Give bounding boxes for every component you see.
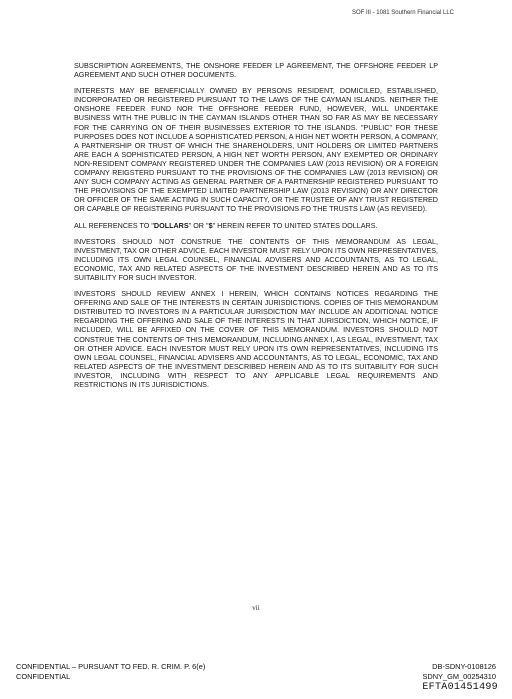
document-header: SOF III - 1081 Southern Financial LLC <box>351 10 454 16</box>
paragraph-annex-notices: INVESTORS SHOULD REVIEW ANNEX I HEREIN, WHICH CONTAINS NOTICES REGARDING THE OFFERING AND SALE OF THE INTERESTS IN CERTAIN JURISDICTIONS. COPIES OF THIS MEMORANDUM DISTRIBUTED TO INVESTORS IN A PARTICULAR JURISDICTION MAY INCLUDE AN ADDITIONAL NOTICE REGARDING THE OFFERING AND SALE OF THE INTERESTS IN THAT JURISDICTION, WHICH NOTICE, IF INCLUDED, WILL BE AFFIXED ON THE COVER OF THIS MEMORANDUM. INVESTORS SHOULD NOT CONSTRUE THE CONTENTS OF THIS MEMORANDUM, INCLUDING ANNEX I, AS LEGAL, INVESTMENT, TAX OR OTHER ADVICE. EACH INVESTOR MUST RELY UPON ITS OWN REPRESENTATIVES, INCLUDING ITS OWN LEGAL COUNSEL, FINANCIAL ADVISERS AND ACCOUNTANTS, AS TO LEGAL, ECONOMIC, TAX AND RELATED ASPECTS OF THE INVESTMENT DESCRIBED HEREIN AND AS TO ITS SUITABILITY FOR SUCH INVESTOR, INCLUDING WITH RESPECT TO ANY APPLICABLE LEGAL REQUIREMENTS AND RESTRICTIONS IN ITS JURISDICTIONS. <box>74 289 438 389</box>
efta-stamp: EFTA01451499 <box>422 682 498 693</box>
paragraph-dollars-reference <box>74 221 438 230</box>
dollars-text-after: " HEREIN REFER TO UNITED STATES DOLLARS. <box>212 220 378 230</box>
footer-confidential <box>16 662 205 682</box>
bates-number-sdny: SDNY_GM_00254310 <box>422 672 496 681</box>
dollar-symbol: $ <box>208 220 213 230</box>
paragraph-cayman-interests: INTERESTS MAY BE BENEFICIALLY OWNED BY PERSONS RESIDENT, DOMICILED, ESTABLISHED, INCORPORATED OR REGISTERED PURSUANT TO THE LAWS OF THE CAYMAN ISLANDS. NEITHER THE ONSHORE FEEDER FUND NOR THE OFFSHORE FEEDER FUND, HOWEVER, WILL UNDERTAKE BUSINESS WITH THE PUBLIC IN THE CAYMAN ISLANDS OTHER THAN SO FAR AS MAY BE NECESSARY FOR THE CARRYING ON OF THEIR BUSINESSES EXTERIOR TO THE ISLANDS. "PUBLIC" FOR THESE PURPOSES DOES NOT INCLUDE A SOPHISTICATED PERSON, A HIGH NET WORTH PERSON, A COMPANY, A PARTNERSHIP OR TRUST OF WHICH THE SHAREHOLDERS, UNIT HOLDERS OR LIMITED PARTNERS ARE EACH A SOPHISTICATED PERSON, A HIGH NET WORTH PERSON, ANY EXEMPTED OR ORDINARY NON-RESIDENT COMPANY REGISTERED UNDER THE COMPANIES LAW (2013 REVISION) OR A FOREIGN COMPANY REIGSTERD PURSUANT TO THE PROVISIONS OF THE COMPANIES LAW (2013 REVISION) OR ANY SUCH COMPANY ACTING AS GENERAL PARTNER OF A PARTNERSHIP REGISTERED PURSUANT TO THE PROVISIONS OF THE EXEMPTED LIMITED PARTNERSHIP LAW (2013 REVISION) OR ANY DIRECTOR OR OFFICER OF THE SAME ACTING IN SUCH CAPACITY, OR THE TRUSTEE OF ANY TRUST REGISTERED OR CAPABLE OF REGISTERING PURSUANT TO THE PROVISIONS FO THE TRUSTS LAW (AS REVISED). <box>74 86 438 214</box>
dollars-text-before: ALL REFERENCES TO " <box>74 220 154 230</box>
bates-number-db: DB-SDNY-0108126 <box>432 662 496 671</box>
footer-confidential-line2: CONFIDENTIAL <box>16 672 71 681</box>
footer-confidential-line1: CONFIDENTIAL – PURSUANT TO FED. R. CRIM. P. 6(e) <box>16 662 206 671</box>
paragraph-investor-advice: INVESTORS SHOULD NOT CONSTRUE THE CONTENTS OF THIS MEMORANDUM AS LEGAL, INVESTMENT, TAX OR OTHER ADVICE. EACH INVESTOR MUST RELY UPON ITS OWN REPRESENTATIVES, INCLUDING ITS OWN LEGAL COUNSEL, FINANCIAL ADVISERS AND ACCOUNTANTS, AS TO LEGAL, ECONOMIC, TAX AND RELATED ASPECTS OF THE INVESTMENT DESCRIBED HEREIN AND AS TO ITS SUITABILITY FOR SUCH INVESTOR. <box>74 236 438 282</box>
paragraph-subscription-agreements: SUBSCRIPTION AGREEMENTS, THE ONSHORE FEEDER LP AGREEMENT, THE OFFSHORE FEEDER LP AGREEMENT AND SUCH OTHER DOCUMENTS. <box>74 61 438 80</box>
dollars-text-mid: " OR " <box>188 220 209 230</box>
dollars-term: DOLLARS <box>153 220 189 230</box>
document-body <box>74 61 438 396</box>
footer-bates <box>422 662 496 682</box>
page-number: vii <box>252 604 260 612</box>
